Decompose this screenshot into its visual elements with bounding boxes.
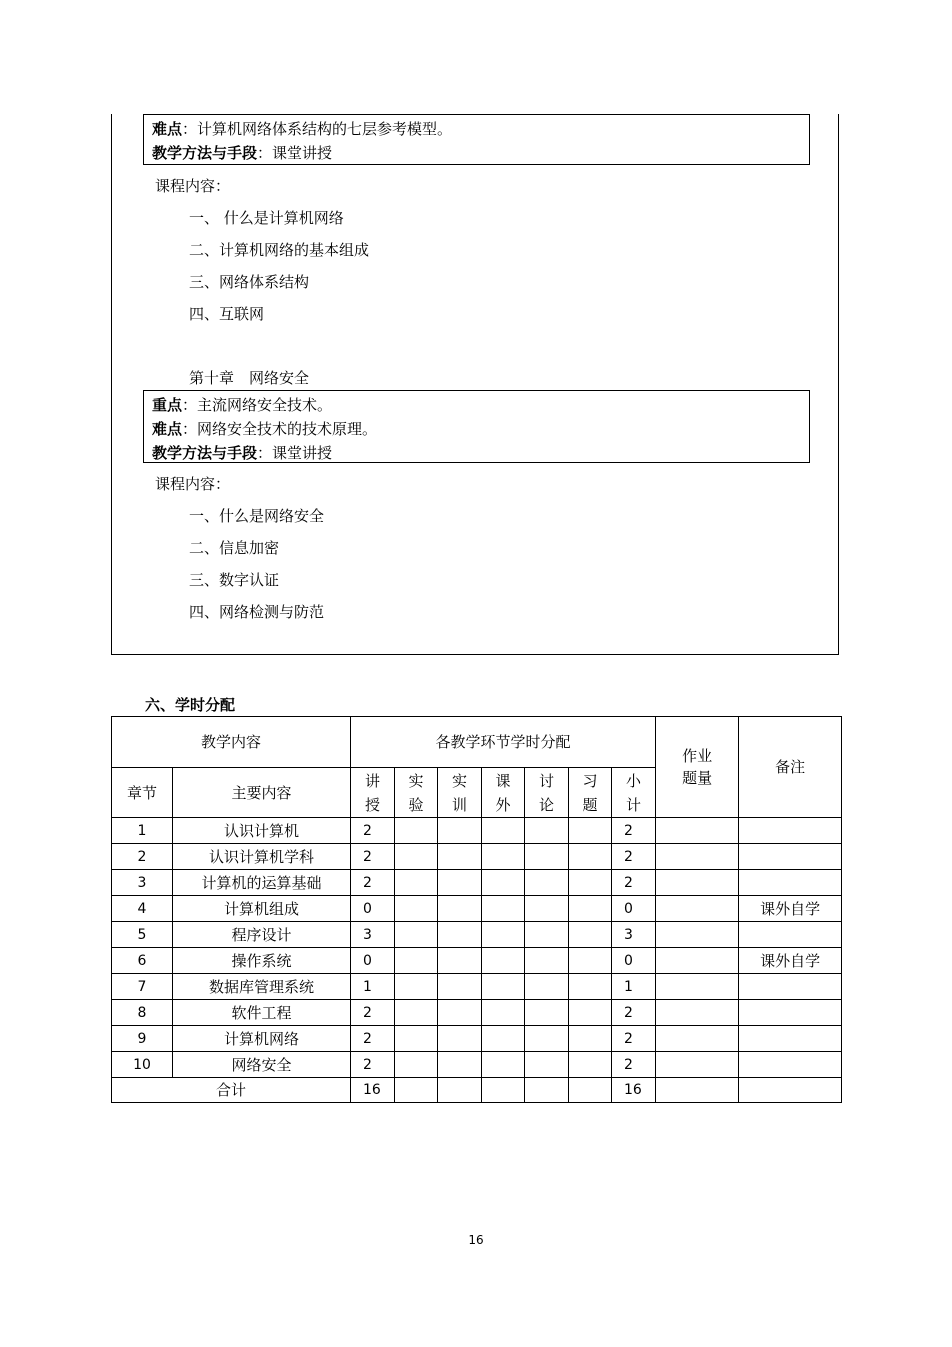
remarks-header: 备注 xyxy=(739,717,842,818)
discussion-cell xyxy=(525,974,569,1000)
teaching-content-header: 教学内容 xyxy=(112,717,351,768)
lecture-header-label: 讲授 xyxy=(365,771,381,814)
homework-cell xyxy=(656,818,739,844)
homework-header-label: 作业题量 xyxy=(682,747,713,787)
content-cell: 计算机网络 xyxy=(173,1026,351,1052)
remark-cell: 课外自学 xyxy=(739,948,842,974)
total-homework xyxy=(656,1078,739,1103)
subtotal-cell: 2 xyxy=(612,1052,656,1078)
homework-cell xyxy=(656,1026,739,1052)
chapter10-method xyxy=(152,441,809,465)
chapter10-item: 三、数字认证 xyxy=(189,571,280,589)
training-cell xyxy=(438,1052,482,1078)
lecture-cell: 2 xyxy=(351,818,395,844)
total-extracurricular xyxy=(482,1078,525,1103)
extracurricular-cell xyxy=(482,922,525,948)
chapter-cell: 5 xyxy=(112,922,173,948)
subtotal-cell: 2 xyxy=(612,844,656,870)
table-row xyxy=(112,1026,842,1052)
experiment-cell xyxy=(395,870,438,896)
chapter10-difficulty xyxy=(152,417,809,441)
discussion-cell xyxy=(525,896,569,922)
training-cell xyxy=(438,1000,482,1026)
subtotal-header xyxy=(612,768,656,818)
total-remark xyxy=(739,1078,842,1103)
allocation-header: 各教学环节学时分配 xyxy=(351,717,656,768)
content-cell: 操作系统 xyxy=(173,948,351,974)
homework-cell xyxy=(656,948,739,974)
chapter-cell: 9 xyxy=(112,1026,173,1052)
remark-cell xyxy=(739,1026,842,1052)
chapter9-summary-box xyxy=(143,114,810,165)
chapter9-item: 二、计算机网络的基本组成 xyxy=(189,241,370,259)
total-lecture: 16 xyxy=(351,1078,395,1103)
chapter9-item: 三、网络体系结构 xyxy=(189,273,310,291)
remark-cell xyxy=(739,1000,842,1026)
exercises-cell xyxy=(569,844,612,870)
discussion-cell xyxy=(525,922,569,948)
content-cell: 认识计算机学科 xyxy=(173,844,351,870)
training-header-label: 实训 xyxy=(452,771,468,814)
method-text: ：课堂讲授 xyxy=(257,444,333,462)
subtotal-cell: 2 xyxy=(612,870,656,896)
training-header xyxy=(438,768,482,818)
remark-cell xyxy=(739,1052,842,1078)
chapter10-item: 一、什么是网络安全 xyxy=(189,507,325,525)
training-cell xyxy=(438,844,482,870)
chapter-cell: 10 xyxy=(112,1052,173,1078)
content-cell: 认识计算机 xyxy=(173,818,351,844)
training-cell xyxy=(438,948,482,974)
discussion-header xyxy=(525,768,569,818)
remark-cell xyxy=(739,844,842,870)
experiment-cell xyxy=(395,844,438,870)
extracurricular-cell xyxy=(482,974,525,1000)
experiment-cell xyxy=(395,922,438,948)
training-cell xyxy=(438,922,482,948)
page-number: 16 xyxy=(468,1233,484,1247)
lecture-cell: 0 xyxy=(351,948,395,974)
experiment-cell xyxy=(395,1052,438,1078)
extracurricular-cell xyxy=(482,844,525,870)
homework-header xyxy=(656,717,739,818)
content-cell: 数据库管理系统 xyxy=(173,974,351,1000)
chapter10-item: 二、信息加密 xyxy=(189,539,280,557)
total-exercises xyxy=(569,1078,612,1103)
table-body xyxy=(112,818,842,1078)
lecture-cell: 2 xyxy=(351,1000,395,1026)
experiment-cell xyxy=(395,948,438,974)
exercises-cell xyxy=(569,1052,612,1078)
chapter-cell: 7 xyxy=(112,974,173,1000)
content-cell: 网络安全 xyxy=(173,1052,351,1078)
training-cell xyxy=(438,896,482,922)
discussion-header-label: 讨论 xyxy=(539,771,555,814)
extracurricular-cell xyxy=(482,818,525,844)
subtotal-cell: 0 xyxy=(612,948,656,974)
chapter-cell: 1 xyxy=(112,818,173,844)
extracurricular-header xyxy=(482,768,525,818)
table-row xyxy=(112,870,842,896)
difficulty-text: ：网络安全技术的技术原理。 xyxy=(182,420,378,438)
homework-cell xyxy=(656,974,739,1000)
main-content-header: 主要内容 xyxy=(173,768,351,818)
chapter9-method xyxy=(152,141,809,165)
discussion-cell xyxy=(525,1026,569,1052)
table-row xyxy=(112,922,842,948)
remark-cell: 课外自学 xyxy=(739,896,842,922)
exercises-cell xyxy=(569,870,612,896)
experiment-header-label: 实验 xyxy=(408,771,424,814)
discussion-cell xyxy=(525,870,569,896)
table-row xyxy=(112,974,842,1000)
experiment-cell xyxy=(395,896,438,922)
hours-allocation-table xyxy=(111,716,842,1103)
experiment-cell xyxy=(395,974,438,1000)
extracurricular-cell xyxy=(482,948,525,974)
discussion-cell xyxy=(525,1000,569,1026)
chapter-cell: 8 xyxy=(112,1000,173,1026)
training-cell xyxy=(438,1026,482,1052)
discussion-cell xyxy=(525,818,569,844)
exercises-header-label: 习题 xyxy=(582,771,598,814)
homework-cell xyxy=(656,1000,739,1026)
lecture-cell: 2 xyxy=(351,844,395,870)
remark-cell xyxy=(739,974,842,1000)
exercises-cell xyxy=(569,974,612,1000)
extracurricular-cell xyxy=(482,896,525,922)
content-cell: 程序设计 xyxy=(173,922,351,948)
total-discussion xyxy=(525,1078,569,1103)
chapter-cell: 2 xyxy=(112,844,173,870)
experiment-cell xyxy=(395,1000,438,1026)
key-label: 重点 xyxy=(152,396,183,414)
chapter10-content-heading: 课程内容： xyxy=(155,475,231,493)
homework-cell xyxy=(656,1052,739,1078)
training-cell xyxy=(438,974,482,1000)
chapter-cell: 3 xyxy=(112,870,173,896)
method-label: 教学方法与手段 xyxy=(152,144,258,162)
difficulty-text: ：计算机网络体系结构的七层参考模型。 xyxy=(182,120,453,138)
subtotal-header-label: 小计 xyxy=(626,771,642,814)
difficulty-label: 难点 xyxy=(152,420,183,438)
extracurricular-cell xyxy=(482,1000,525,1026)
subtotal-cell: 1 xyxy=(612,974,656,1000)
subtotal-cell: 0 xyxy=(612,896,656,922)
total-label: 合计 xyxy=(112,1078,351,1103)
extracurricular-cell xyxy=(482,1026,525,1052)
key-text: ：主流网络安全技术。 xyxy=(182,396,333,414)
exercises-header xyxy=(569,768,612,818)
extracurricular-cell xyxy=(482,870,525,896)
chapter9-content-heading: 课程内容： xyxy=(155,177,231,195)
total-subtotal: 16 xyxy=(612,1078,656,1103)
chapter10-key xyxy=(152,393,809,417)
chapter-cell: 4 xyxy=(112,896,173,922)
subtotal-cell: 2 xyxy=(612,818,656,844)
chapter9-item: 一、 什么是计算机网络 xyxy=(189,209,344,227)
table-row xyxy=(112,896,842,922)
experiment-cell xyxy=(395,818,438,844)
chapter-header: 章节 xyxy=(112,768,173,818)
lecture-cell: 2 xyxy=(351,1052,395,1078)
lecture-cell: 2 xyxy=(351,870,395,896)
content-cell: 计算机组成 xyxy=(173,896,351,922)
table-row xyxy=(112,1000,842,1026)
chapter-cell: 6 xyxy=(112,948,173,974)
lecture-cell: 1 xyxy=(351,974,395,1000)
remark-cell xyxy=(739,818,842,844)
table-row xyxy=(112,818,842,844)
subtotal-cell: 3 xyxy=(612,922,656,948)
method-label: 教学方法与手段 xyxy=(152,444,258,462)
lecture-cell: 3 xyxy=(351,922,395,948)
homework-cell xyxy=(656,844,739,870)
chapter10-summary-box xyxy=(143,390,810,463)
exercises-cell xyxy=(569,1026,612,1052)
training-cell xyxy=(438,870,482,896)
subtotal-cell: 2 xyxy=(612,1000,656,1026)
exercises-cell xyxy=(569,948,612,974)
remark-cell xyxy=(739,870,842,896)
difficulty-label: 难点 xyxy=(152,120,183,138)
homework-cell xyxy=(656,870,739,896)
chapter9-difficulty xyxy=(152,117,809,141)
chapter9-item: 四、互联网 xyxy=(189,305,265,323)
discussion-cell xyxy=(525,1052,569,1078)
content-cell: 软件工程 xyxy=(173,1000,351,1026)
training-cell xyxy=(438,818,482,844)
table-row xyxy=(112,948,842,974)
exercises-cell xyxy=(569,896,612,922)
discussion-cell xyxy=(525,948,569,974)
lecture-header xyxy=(351,768,395,818)
experiment-cell xyxy=(395,1026,438,1052)
total-experiment xyxy=(395,1078,438,1103)
content-cell: 计算机的运算基础 xyxy=(173,870,351,896)
lecture-cell: 2 xyxy=(351,1026,395,1052)
exercises-cell xyxy=(569,922,612,948)
chapter10-item: 四、网络检测与防范 xyxy=(189,603,325,621)
lecture-cell: 0 xyxy=(351,896,395,922)
header-row-1 xyxy=(112,717,842,768)
subtotal-cell: 2 xyxy=(612,1026,656,1052)
table-row xyxy=(112,1052,842,1078)
homework-cell xyxy=(656,896,739,922)
homework-cell xyxy=(656,922,739,948)
discussion-cell xyxy=(525,844,569,870)
extracurricular-cell xyxy=(482,1052,525,1078)
method-text: ：课堂讲授 xyxy=(257,144,333,162)
table-row xyxy=(112,844,842,870)
extracurricular-header-label: 课外 xyxy=(495,771,511,814)
section-six-title: 六、学时分配 xyxy=(145,696,236,714)
exercises-cell xyxy=(569,818,612,844)
total-row xyxy=(112,1078,842,1103)
total-training xyxy=(438,1078,482,1103)
chapter10-title: 第十章 网络安全 xyxy=(189,369,310,387)
remark-cell xyxy=(739,922,842,948)
exercises-cell xyxy=(569,1000,612,1026)
experiment-header xyxy=(395,768,438,818)
